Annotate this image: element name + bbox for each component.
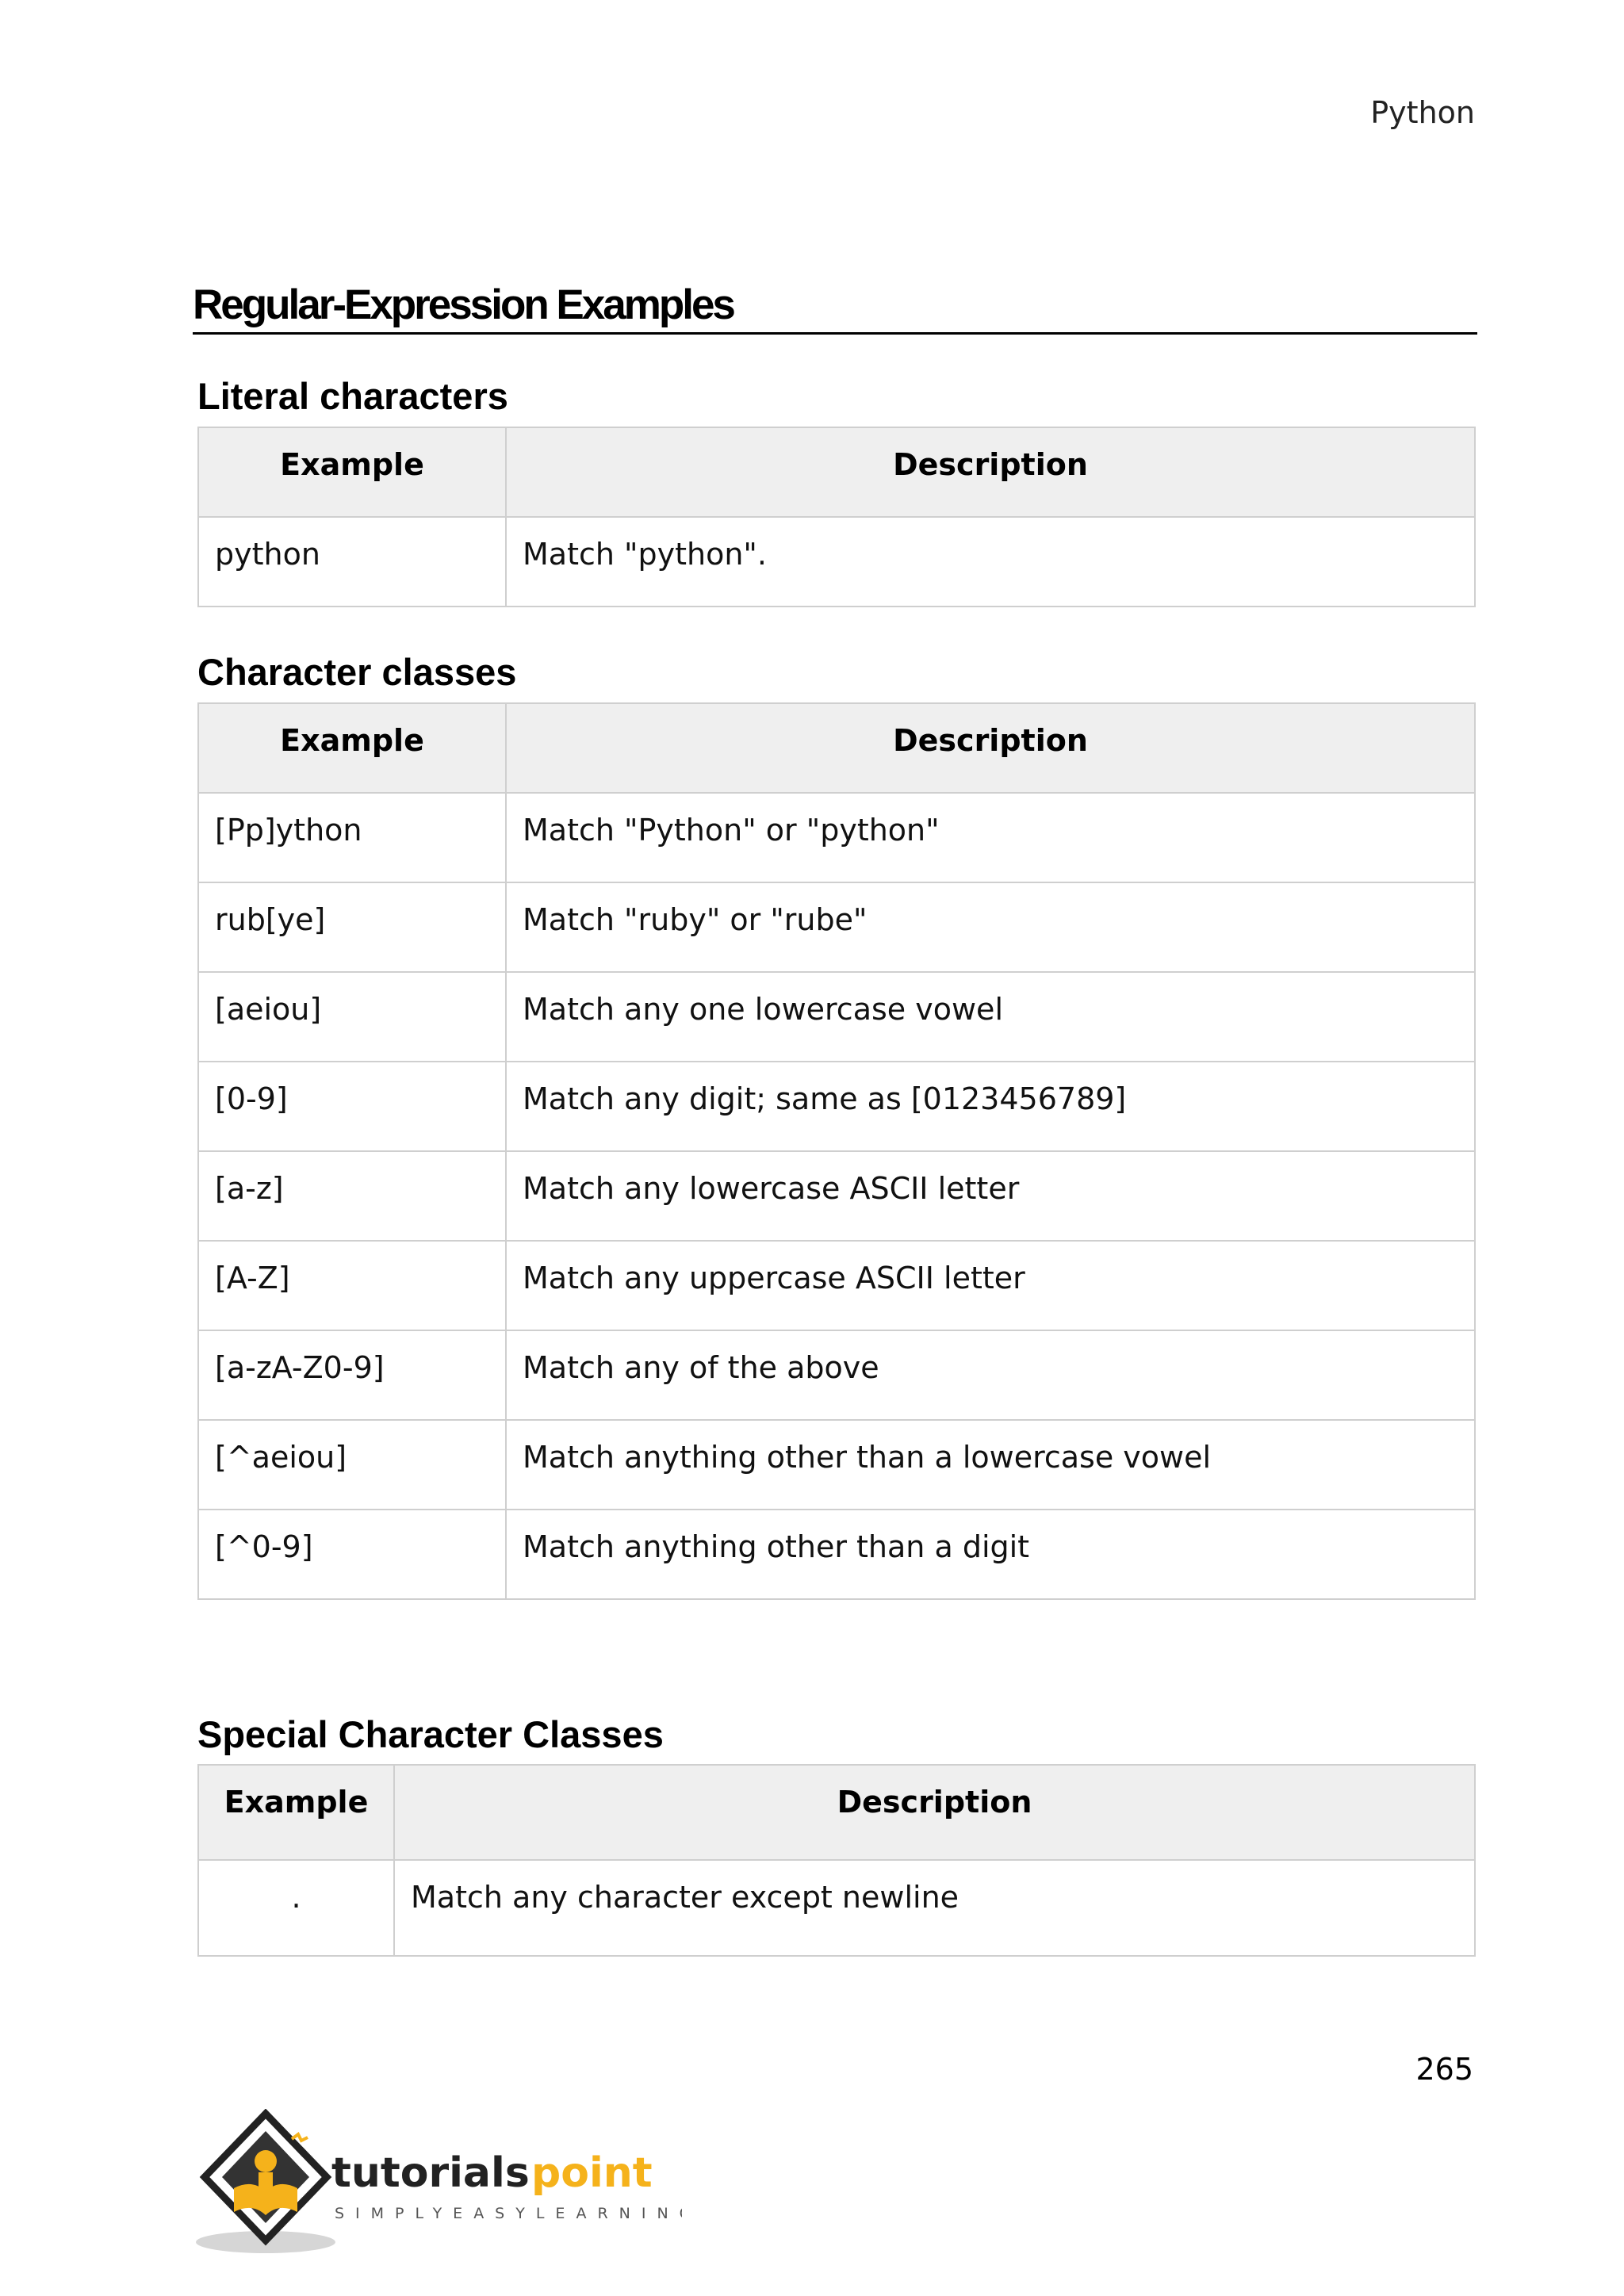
- logo-tagline: SIMPLYEASYLEARNING: [335, 2205, 682, 2222]
- description-cell: Match any lowercase ASCII letter: [506, 1151, 1475, 1241]
- table-row: [198, 1330, 1475, 1420]
- example-cell: [^aeiou]: [198, 1420, 506, 1510]
- subsection-title-literal: Literal characters: [197, 375, 508, 417]
- example-cell: [aeiou]: [198, 972, 506, 1062]
- literal-characters-table: [197, 427, 1476, 607]
- table-row: [198, 972, 1475, 1062]
- table-row: [198, 517, 1475, 607]
- table-row: [198, 882, 1475, 972]
- description-cell: Match "python".: [506, 517, 1475, 607]
- description-cell: Match any character except newline: [394, 1860, 1475, 1956]
- table-row: [198, 1062, 1475, 1151]
- column-header-example: Example: [198, 427, 506, 517]
- example-cell: .: [198, 1860, 394, 1956]
- column-header-description: Description: [506, 703, 1475, 793]
- description-cell: Match any of the above: [506, 1330, 1475, 1420]
- page-number: 265: [1415, 2052, 1473, 2087]
- example-cell: [Pp]ython: [198, 793, 506, 882]
- subsection-title-character-classes: Character classes: [197, 651, 517, 693]
- example-cell: python: [198, 517, 506, 607]
- table-row: [198, 793, 1475, 882]
- tutorialspoint-logo: [190, 2109, 682, 2260]
- description-cell: Match anything other than a lowercase vowel: [506, 1420, 1475, 1510]
- description-cell: Match any one lowercase vowel: [506, 972, 1475, 1062]
- example-cell: [a-zA-Z0-9]: [198, 1330, 506, 1420]
- table-row: [198, 1241, 1475, 1330]
- description-cell: Match any uppercase ASCII letter: [506, 1241, 1475, 1330]
- page-header-title: Python: [1370, 95, 1475, 130]
- table-row: [198, 1151, 1475, 1241]
- table-header-row: [198, 427, 1475, 517]
- column-header-description: Description: [394, 1765, 1475, 1860]
- column-header-description: Description: [506, 427, 1475, 517]
- logo-wordmark-accent: point: [531, 2149, 653, 2197]
- column-header-example: Example: [198, 703, 506, 793]
- example-cell: [0-9]: [198, 1062, 506, 1151]
- table-row: [198, 1860, 1475, 1956]
- description-cell: Match "ruby" or "rube": [506, 882, 1475, 972]
- example-cell: [a-z]: [198, 1151, 506, 1241]
- logo-wordmark-main: tutorials: [331, 2149, 530, 2197]
- table-header-row: [198, 703, 1475, 793]
- section-title: Regular-Expression Examples: [193, 281, 1477, 335]
- table-row: [198, 1510, 1475, 1599]
- description-cell: Match any digit; same as [0123456789]: [506, 1062, 1475, 1151]
- logo-graphic: [190, 2109, 682, 2260]
- example-cell: [A-Z]: [198, 1241, 506, 1330]
- table-row: [198, 1420, 1475, 1510]
- table-header-row: [198, 1765, 1475, 1860]
- special-character-classes-table: [197, 1764, 1476, 1957]
- subsection-title-special-classes: Special Character Classes: [197, 1713, 664, 1755]
- example-cell: [^0-9]: [198, 1510, 506, 1599]
- column-header-example: Example: [198, 1765, 394, 1860]
- character-classes-table: [197, 702, 1476, 1600]
- description-cell: Match "Python" or "python": [506, 793, 1475, 882]
- example-cell: rub[ye]: [198, 882, 506, 972]
- description-cell: Match anything other than a digit: [506, 1510, 1475, 1599]
